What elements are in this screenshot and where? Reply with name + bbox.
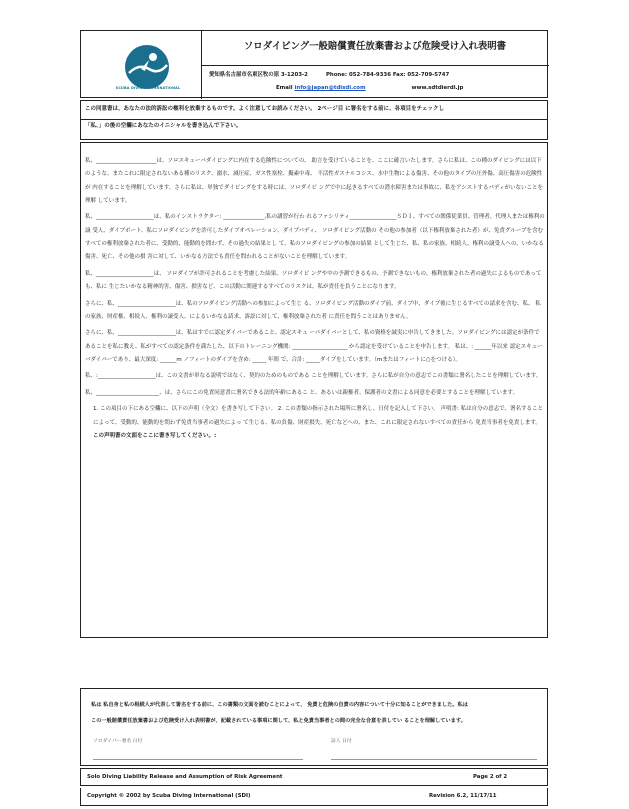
address-line — [209, 71, 547, 79]
page-title: ソロダイビング一般賠償責任放棄書および危険受け入れ表明書 — [243, 41, 507, 52]
intro-line-2: 「私、」の後の空欄にあなたのイニシャルを書き込んで下さい。 — [85, 123, 242, 129]
signature-text-1: 私は 私自身と私の相続人が代表して署名をする前に、この書類の文面を読むことによって、 免責と危険の自責の内容について十分に知ることができました。私は — [91, 702, 468, 708]
logo-text: SCUBA DIVING INTERNATIONAL — [115, 86, 181, 90]
email-link[interactable]: info@japan@tdisdi.com — [294, 85, 366, 91]
release-paragraph: 私、_____________________は、 ソロダイブが許可されることを考慮した結果、ソロダイビ ングや中の予測できるもの、予測できないもの、権利放棄された者の過失によるものであっても、私に 生じたいかなる精神的害、傷害、損害など、この活動に関連するすべてのリスクは、私が責任を負うことになります。 — [85, 270, 542, 291]
instruction-paragraph — [85, 403, 545, 443]
copy-statement-prompt: この声明書の文面をここに書き写してください。: — [93, 432, 217, 439]
release-paragraph: さらに、私、_____________________は、私はすでに認定ダイバーであること、認定スキュ ーバダイバーとして、私の資格を誠実に申告してきました。ソロダイビングには認定が条件で あることを私に教え、私がすべての認定条件を満たした、以下のトレーニング機関: ____________________ から認定を受けていることを申告します。 私は、: ______年以来 認定スキューバダイバーであり、最大深度: ______m ノフィートのダイブを含め: _____ 年間 で、合計: _____ダイブをしています。（mまたはフィートに○をつける）。 — [85, 330, 543, 363]
release-paragraph: 私、_______________________、は、さらにこの免責同意書に署名できる法的年齢にあるこ と、あるいは親権者、保護者の文書による同意を必要とすることを理解しています。 — [85, 389, 519, 396]
diver-signature-label: ソロダイバー署名 日付 — [93, 739, 143, 744]
witness-signature-label: 証人 日付 — [331, 739, 352, 744]
footer-copyright: Copyright © 2002 by Scuba Diving International (SDI) — [87, 793, 251, 799]
release-form-page — [80, 30, 548, 799]
intro-notice — [80, 100, 548, 140]
footer-revision: Revision 6.2, 11/17/11 — [429, 793, 497, 799]
signature-section — [80, 688, 548, 766]
form-header — [80, 30, 548, 98]
address: 愛知県名古屋市名東区牧の原 3-1203-2 — [209, 72, 308, 78]
signature-text-2: この一般賠償責任放棄書および危険受け入れ表明書が、記載されている事項に関して、私と免責当事者との間の完全な合意を表してい ることを理解しています。 — [91, 718, 466, 724]
contact-line — [276, 85, 463, 91]
release-paragraph: 私、:_____________________は、この文書が単なる説明ではなく、契約のためのものである ことを理解しています。さらに私が自分の意志でこの書類に署名したことを理解しています。 — [85, 373, 542, 380]
footer-doc-row — [80, 768, 548, 786]
release-paragraph: さらに、私、_____________________は、私のソロダイビング活動への参加によって生じ る、ソロダイビング活動のダイブ前、ダイブ中、ダイブ後に生じるすべての請求を含む、私、 私の家族、財産権、相続人、権利の譲受人、によるいかなる請求、訴訟に対して、権利放棄された者 に責任を問うことはありません。 — [85, 300, 541, 320]
instruction-text: 1. この項目の下にある空欄に、以下の声明（全文）を書き写して下さい。 2. この書類の指示された場所に署名し、日付を記入して下さい。 声明書: 私は自分の意志で、署名することによって、受動的、能動的を問わず免責当事者の過失によっ て生じる、私の負傷、財産損失、死亡などへの、また、これに限定されないすべての責任から 免責当事者を免責します。 — [93, 406, 543, 426]
release-paragraph: 私、______________________は、ソロスキューバダイビングに内在する危険性についての、 助言を受けていることを、ここに確言いたします。さらに私は、この種のダイビングには以下 のような、またこれに限定されないある種のリスク、溺水、減圧症、ガス性塞栓、擬素中毒、 不活性ガスナルコシス、水中生物による傷害、その他のタイプの圧外傷、高圧傷害の危険性が 内在することを理解しています。さらに私は、単独でダイビングをする時には、ソロダイビ ングで中に起きるすべての潜水障害または事故に、私をアシストするバディがいないことを理解 しています。 — [85, 158, 544, 204]
footer-copyright-row — [80, 788, 548, 806]
footer-doc-name: Solo Diving Liability Release and Assumption of Risk Agreement — [87, 774, 283, 780]
phone-fax: Phone: 052-784-9336 Fax: 052-709-5747 — [325, 72, 450, 78]
website: www.sdtdierdi.jp — [411, 85, 464, 91]
release-paragraph: 私、_____________________は、私のインストラクター: _______________,私の講習が行わ れるファシリティ_________________ＳＤＩ、すべての関係従業員、管理者、代理人または権利の譲 受人、ダイブボート、私にソロダイビングを許可したダイブオペレーション、ダイブバディ、 ソロダイビング活動の その他の参加者（以下権利放棄された者）が、免責グループを含むすべての権利放棄された者に、受動的、能動的を問わず、その過失の結果とし て、私のソロダイビングの参加の結果 として生じた、私、私の家族、相続人、権利の譲受人への、いかなる傷害、死亡、その他の損 害に対して、いかなる方法でも責任を問われることがないことを理解しています。 — [85, 214, 545, 261]
witness-signature-field[interactable] — [331, 759, 537, 760]
footer-page-number: Page 2 of 2 — [473, 774, 508, 780]
intro-line-1: この同意書は、あなたの法的訴訟の権利を放棄するものです。よく注意してお読みください。 2ページ目 に署名をする前に、各項目をチェックし — [85, 106, 444, 112]
release-body — [80, 142, 548, 638]
email-label: Email — [276, 85, 293, 91]
diver-signature-field[interactable] — [93, 759, 303, 760]
